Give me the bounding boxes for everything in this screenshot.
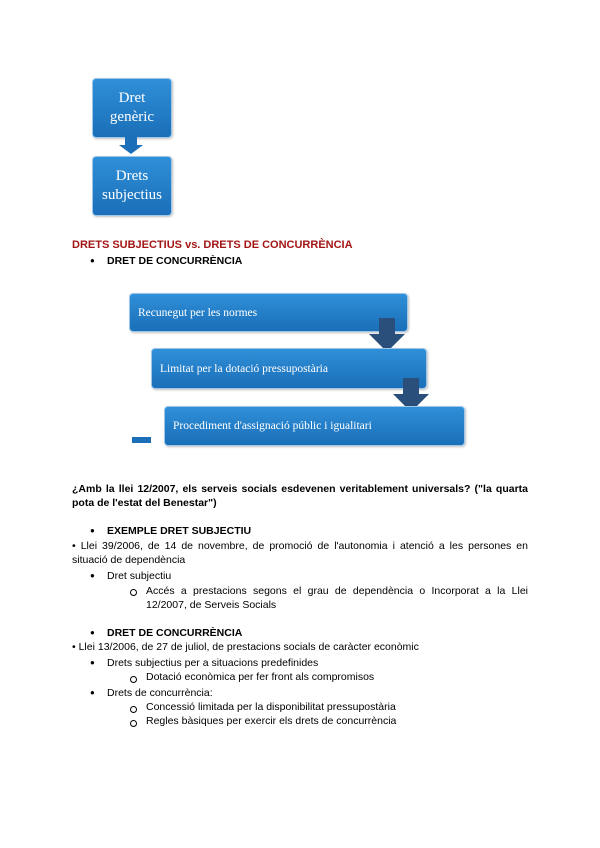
diagram-box-label: Drets subjectius bbox=[102, 168, 162, 203]
exemple-heading: EXEMPLE DRET SUBJECTIU bbox=[107, 525, 252, 537]
diagram-step-1 bbox=[129, 293, 408, 332]
bullet-circle-icon bbox=[130, 676, 137, 683]
bullet-dot-icon: ● bbox=[90, 526, 95, 535]
bullet-circle-icon bbox=[130, 706, 137, 713]
list-subitem: Regles bàsiques per exercir els drets de concurrència bbox=[146, 715, 397, 727]
diagram-step-label: Recunegut per les normes bbox=[138, 306, 258, 319]
list-item: Drets subjectius per a situacions predefinides bbox=[107, 657, 319, 669]
law-39-2006: • Llei 39/2006, de 14 de novembre, de promoció de l'autonomia i atenció a les persones en situació de dependència bbox=[72, 540, 528, 566]
down-arrow-icon bbox=[369, 318, 405, 352]
question-paragraph: ¿Amb la llei 12/2007, els serveis socials esdevenen veritablement universals? ("la quarta pota de l'estat del Benestar") bbox=[72, 483, 528, 509]
list-item: Dret subjectiu bbox=[107, 570, 172, 582]
list-subitem: Dotació econòmica per fer front als compromisos bbox=[146, 671, 375, 683]
decorative-square bbox=[132, 437, 151, 443]
bullet-circle-icon bbox=[130, 589, 137, 596]
diagram-box-drets-subjectius bbox=[92, 156, 172, 216]
list-subitem: Accés a prestacions segons el grau de dependència o Incorporat a la Llei 12/2007, de Serveis Socials bbox=[146, 585, 528, 611]
section-title: DRETS SUBJECTIUS vs. DRETS DE CONCURRÈNCIA bbox=[72, 239, 353, 251]
diagram-step-3 bbox=[164, 406, 465, 446]
bullet-dot-icon: ● bbox=[90, 658, 95, 667]
down-arrow-icon bbox=[117, 137, 145, 155]
list-subitem: Concessió limitada per la disponibilitat pressupostària bbox=[146, 701, 396, 713]
bullet-heading: DRET DE CONCURRÈNCIA bbox=[107, 255, 243, 267]
diagram-step-label: Limitat per la dotació pressupostària bbox=[160, 362, 328, 375]
concurrencia-heading: DRET DE CONCURRÈNCIA bbox=[107, 627, 243, 639]
bullet-dot-icon: ● bbox=[90, 688, 95, 697]
diagram-step-label: Procediment d'assignació públic i igualitari bbox=[173, 420, 372, 432]
list-item: Drets de concurrència: bbox=[107, 687, 213, 699]
bullet-dot-icon: ● bbox=[90, 256, 95, 265]
diagram-box-label: Dret genèric bbox=[109, 90, 155, 125]
law-13-2006: • Llei 13/2006, de 27 de juliol, de prestacions socials de caràcter econòmic bbox=[72, 641, 419, 653]
bullet-dot-icon: ● bbox=[90, 628, 95, 637]
diagram-box-dret-generic bbox=[92, 78, 172, 138]
diagram-step-2 bbox=[151, 348, 427, 389]
bullet-dot-icon: ● bbox=[90, 571, 95, 580]
bullet-circle-icon bbox=[130, 720, 137, 727]
